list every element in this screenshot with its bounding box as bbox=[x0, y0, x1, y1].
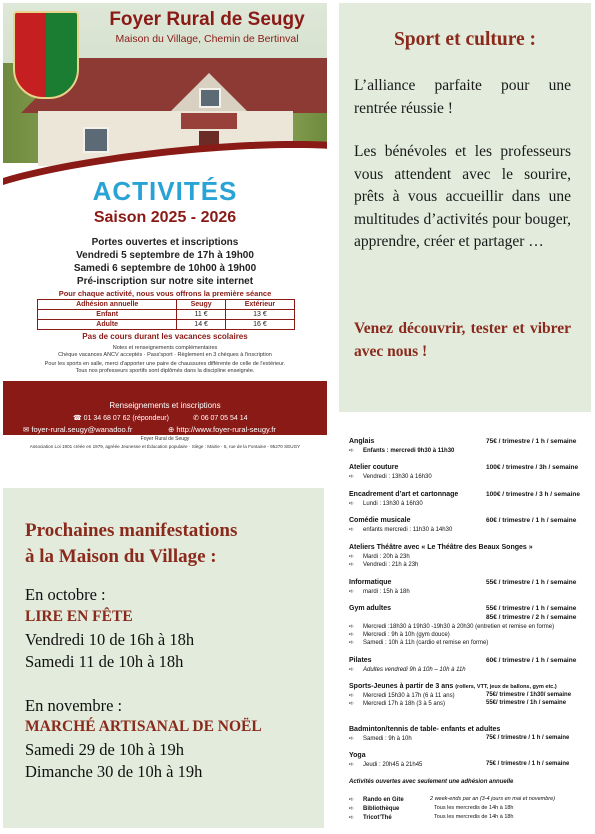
poster-email bbox=[23, 425, 132, 434]
sport-culture-cta: Venez découvrir, tester et vibrer avec nous ! bbox=[354, 320, 571, 360]
oct-date2: Samedi 11 de 10h à 18h bbox=[25, 652, 184, 671]
poster-phone2 bbox=[193, 414, 248, 422]
table-cell: Enfant bbox=[38, 310, 177, 320]
slot-text: Lundi : 13h30 à 16h30 bbox=[363, 501, 423, 507]
activity-slot bbox=[349, 500, 423, 507]
poster-activites: ACTIVITÉS bbox=[92, 176, 238, 206]
poster-footer2: Association Loi 1901 créée en 1979, agréée Jeunesse et Éducation populaire · Siège : Mairie - 5, rue de la Fontaine - 95270 SEUGY bbox=[29, 444, 301, 449]
activity-name: Atelier couture bbox=[349, 464, 399, 471]
arrow-right-icon: ➪ bbox=[349, 554, 355, 560]
activity-slot bbox=[349, 553, 410, 560]
oct-event: LIRE EN FÊTE bbox=[25, 608, 133, 625]
activity-name: Encadrement d’art et cartonnage bbox=[349, 491, 459, 498]
activity-name: Pilates bbox=[349, 657, 372, 664]
activity-price: 55€ / trimestre / 1 h / semaine bbox=[486, 605, 577, 612]
activity-price: 100€ / trimestre / 3 h / semaine bbox=[486, 491, 580, 498]
arrow-right-icon: ➪ bbox=[349, 474, 355, 480]
sport-culture-body: Les bénévoles et les professeurs vous attendent avec le sourire, prêts à vous accueillir dans une multitudes d’activités pour bouger, apprendre, créer et partager … bbox=[354, 143, 571, 250]
sport-culture-box bbox=[339, 3, 591, 412]
house-window bbox=[199, 88, 221, 108]
poster-date2: Samedi 6 septembre de 10h00 à 19h00 bbox=[73, 263, 257, 274]
email-icon: ✉ bbox=[23, 425, 32, 434]
arrow-right-icon: ➪ bbox=[349, 815, 355, 821]
activity-price: 85€ / trimestre / 2 h / semaine bbox=[486, 614, 577, 621]
arrow-right-icon: ➪ bbox=[349, 589, 355, 595]
poster-phone1 bbox=[73, 414, 169, 422]
phone-icon: ☎ bbox=[73, 415, 84, 422]
activity-slot bbox=[349, 666, 466, 673]
table-cell: 13 € bbox=[225, 310, 294, 320]
sport-culture-intro: L’alliance parfaite pour une rentrée réussie ! bbox=[354, 77, 571, 117]
arrow-right-icon: ➪ bbox=[349, 527, 355, 533]
activity-name bbox=[349, 683, 557, 690]
activity-name: Tricot’Thé bbox=[363, 815, 392, 821]
poster-preinscription: Pré-inscription sur notre site internet bbox=[76, 276, 254, 287]
table-header: Adhésion annuelle bbox=[38, 300, 177, 310]
activity-detail: Tous les mercredis de 14h à 18h bbox=[434, 805, 514, 811]
poster-subtitle: Maison du Village, Chemin de Bertinval bbox=[115, 33, 299, 45]
table-header: Extérieur bbox=[225, 300, 294, 310]
poster-notes: Notes et renseignements complémentaires bbox=[112, 345, 218, 351]
activity-price: 75€ / trimestre / 1 h / semaine bbox=[486, 761, 570, 767]
activity-name: Badminton/tennis de table- enfants et adultes bbox=[349, 726, 501, 733]
activity-price: 60€ / trimestre / 1 h / semaine bbox=[486, 657, 577, 664]
mobile-icon: ✆ bbox=[193, 415, 201, 422]
activity-name: Comédie musicale bbox=[349, 517, 411, 524]
table-cell: 14 € bbox=[177, 320, 226, 330]
activity-name: Rando en Gite bbox=[363, 797, 404, 803]
poster-website bbox=[168, 425, 276, 434]
poster-saison: Saison 2025 - 2026 bbox=[93, 209, 237, 226]
activity-slot bbox=[349, 473, 432, 480]
activity-detail: 2 week-ends par an (3-4 jours en mai et novembre) bbox=[430, 796, 556, 802]
table-cell: 16 € bbox=[225, 320, 294, 330]
activity-price: 75€ / trimestre / 1 h / semaine bbox=[486, 735, 570, 741]
poster-notes: Pour les sports en salle, merci d'apporter une paire de chaussures différente de celle de l'extérieur. bbox=[44, 361, 286, 367]
activity-price: 100€ / trimestre / 3h / semaine bbox=[486, 464, 579, 471]
slot-text: Samedi : 9h à 10h bbox=[363, 736, 412, 742]
poster-date1: Vendredi 5 septembre de 17h à 19h00 bbox=[76, 250, 254, 261]
activity-price: 75€/ trimestre / 1h30/ semaine bbox=[486, 692, 572, 698]
arrow-right-icon: ➪ bbox=[349, 797, 355, 803]
arrow-right-icon: ➪ bbox=[349, 693, 355, 699]
table-header: Seugy bbox=[177, 300, 226, 310]
slot-text: enfants mercredi : 11h30 à 14h30 bbox=[363, 527, 453, 533]
arrow-right-icon: ➪ bbox=[349, 736, 355, 742]
slot-text: Jeudi : 20h45 à 21h45 bbox=[363, 762, 423, 768]
poster-image bbox=[3, 3, 327, 435]
activity-slot bbox=[349, 735, 589, 742]
email-text: foyer-rural.seugy@wanadoo.fr bbox=[31, 425, 133, 434]
nov-label: En novembre : bbox=[25, 696, 123, 715]
activity-slot bbox=[349, 700, 589, 707]
activity-detail: Tous les mercredis de 14h à 18h bbox=[434, 814, 514, 820]
slot-text: Enfants : mercredi 9h30 à 11h30 bbox=[363, 448, 455, 454]
slot-text: Mercredi 15h30 à 17h (6 à 11 ans) bbox=[363, 693, 455, 699]
house-window bbox=[83, 127, 109, 153]
activity-slot bbox=[349, 692, 589, 699]
slot-text: Adultes vendredi 9h à 10h – 10h à 11h bbox=[363, 667, 466, 673]
events-title-line2: à la Maison du Village : bbox=[25, 546, 217, 567]
poster-notes: Tous nos professeurs sportifs sont diplômés dans la discipline enseignée. bbox=[75, 368, 255, 374]
nov-date2: Dimanche 30 de 10h à 19h bbox=[25, 762, 203, 781]
poster-contact-band bbox=[3, 381, 327, 435]
house-porch bbox=[181, 113, 237, 129]
activity-name: Bibliothèque bbox=[363, 806, 400, 812]
arrow-right-icon: ➪ bbox=[349, 701, 355, 707]
arrow-right-icon: ➪ bbox=[349, 806, 355, 812]
arrow-right-icon: ➪ bbox=[349, 762, 355, 768]
nov-event: MARCHÉ ARTISANAL DE NOËL bbox=[25, 718, 262, 735]
arrow-right-icon: ➪ bbox=[349, 448, 355, 454]
arrow-right-icon: ➪ bbox=[349, 667, 355, 673]
slot-text: Vendredi : 21h à 23h bbox=[363, 562, 419, 568]
activity-slot bbox=[349, 623, 554, 630]
slot-text: Vendredi : 13h30 à 16h30 bbox=[363, 474, 432, 480]
adhesion-table bbox=[37, 299, 295, 330]
sport-culture-title: Sport et culture : bbox=[393, 29, 537, 50]
oct-label: En octobre : bbox=[25, 585, 106, 604]
table-cell: 11 € bbox=[177, 310, 226, 320]
activity-name: Ateliers Théâtre avec « Le Théâtre des Beaux Songes » bbox=[349, 544, 533, 551]
nov-date1: Samedi 29 de 10h à 19h bbox=[25, 740, 185, 759]
poster-notes: Chèque vacances ANCV acceptés · Pass'sport · Règlement en 3 chèques à l'inscription bbox=[58, 352, 272, 358]
activity-slot bbox=[349, 814, 589, 821]
arrow-right-icon: ➪ bbox=[349, 624, 355, 630]
activity-name: Informatique bbox=[349, 579, 392, 586]
activity-name: Anglais bbox=[349, 438, 375, 445]
activity-detail: (rollers, VTT, jeux de ballons, gym etc.) bbox=[455, 684, 557, 690]
arrow-right-icon: ➪ bbox=[349, 501, 355, 507]
arrow-right-icon: ➪ bbox=[349, 562, 355, 568]
seugy-coat-of-arms-logo bbox=[13, 11, 79, 99]
poster-pas-de-cours: Pas de cours durant les vacances scolaires bbox=[82, 332, 248, 341]
phone1-text: 01 34 68 07 62 (répondeur) bbox=[83, 415, 169, 422]
phone2-text: 06 07 05 54 14 bbox=[200, 415, 248, 422]
activities-note: Activités ouvertes avec seulement une adhésion annuelle bbox=[349, 779, 514, 785]
slot-text: Samedi : 10h à 11h (cardio et remise en forme) bbox=[363, 640, 489, 646]
activities-schedule bbox=[349, 436, 589, 826]
slot-text: mardi : 15h à 18h bbox=[363, 589, 410, 595]
activity-slot bbox=[349, 639, 488, 646]
activity-price: 60€ / trimestre / 1 h / semaine bbox=[486, 517, 577, 524]
poster-premiere: Pour chaque activité, nous vous offrons la première séance bbox=[58, 289, 272, 298]
poster-footer1: Foyer Rural de Seugy bbox=[140, 436, 190, 442]
activity-slot bbox=[349, 561, 418, 568]
activity-price: 55€ / trimestre / 1 h / semaine bbox=[486, 579, 577, 586]
activity-name: Gym adultes bbox=[349, 605, 392, 612]
website-text: http://www.foyer-rural-seugy.fr bbox=[176, 425, 276, 434]
activity-name-text: Sports-Jeunes à partir de 3 ans bbox=[349, 683, 454, 690]
activity-price: 55€/ trimestre / 1h / semaine bbox=[486, 700, 567, 706]
activity-slot bbox=[349, 526, 452, 533]
events-title-line1: Prochaines manifestations bbox=[25, 520, 238, 541]
slot-text: Mercredi :18h30 à 19h30 -19h30 à 20h30 (entretien et remise en forme) bbox=[363, 624, 555, 630]
web-icon: ⊕ bbox=[168, 425, 177, 434]
activity-slot bbox=[349, 796, 589, 803]
events-title bbox=[25, 518, 315, 570]
slot-text: Mercredi 17h à 18h (3 à 5 ans) bbox=[363, 701, 446, 707]
activity-slot bbox=[349, 447, 454, 454]
activity-slot bbox=[349, 588, 410, 595]
table-cell: Adulte bbox=[38, 320, 177, 330]
arrow-right-icon: ➪ bbox=[349, 640, 355, 646]
oct-date1: Vendredi 10 de 16h à 18h bbox=[25, 630, 195, 649]
poster-renseignements: Renseignements et inscriptions bbox=[109, 401, 221, 410]
arrow-right-icon: ➪ bbox=[349, 632, 355, 638]
poster-title: Foyer Rural de Seugy bbox=[109, 9, 305, 30]
activity-slot bbox=[349, 631, 450, 638]
activity-price: 75€ / trimestre / 1 h / semaine bbox=[486, 438, 577, 445]
activity-slot bbox=[349, 805, 589, 812]
slot-text: Mercredi : 9h à 10h (gym douce) bbox=[363, 632, 450, 638]
poster-portes: Portes ouvertes et inscriptions bbox=[91, 237, 239, 248]
activity-name: Yoga bbox=[349, 752, 366, 759]
activity-slot bbox=[349, 761, 589, 768]
events-box bbox=[3, 488, 324, 828]
slot-text: Mardi : 20h à 23h bbox=[363, 554, 410, 560]
